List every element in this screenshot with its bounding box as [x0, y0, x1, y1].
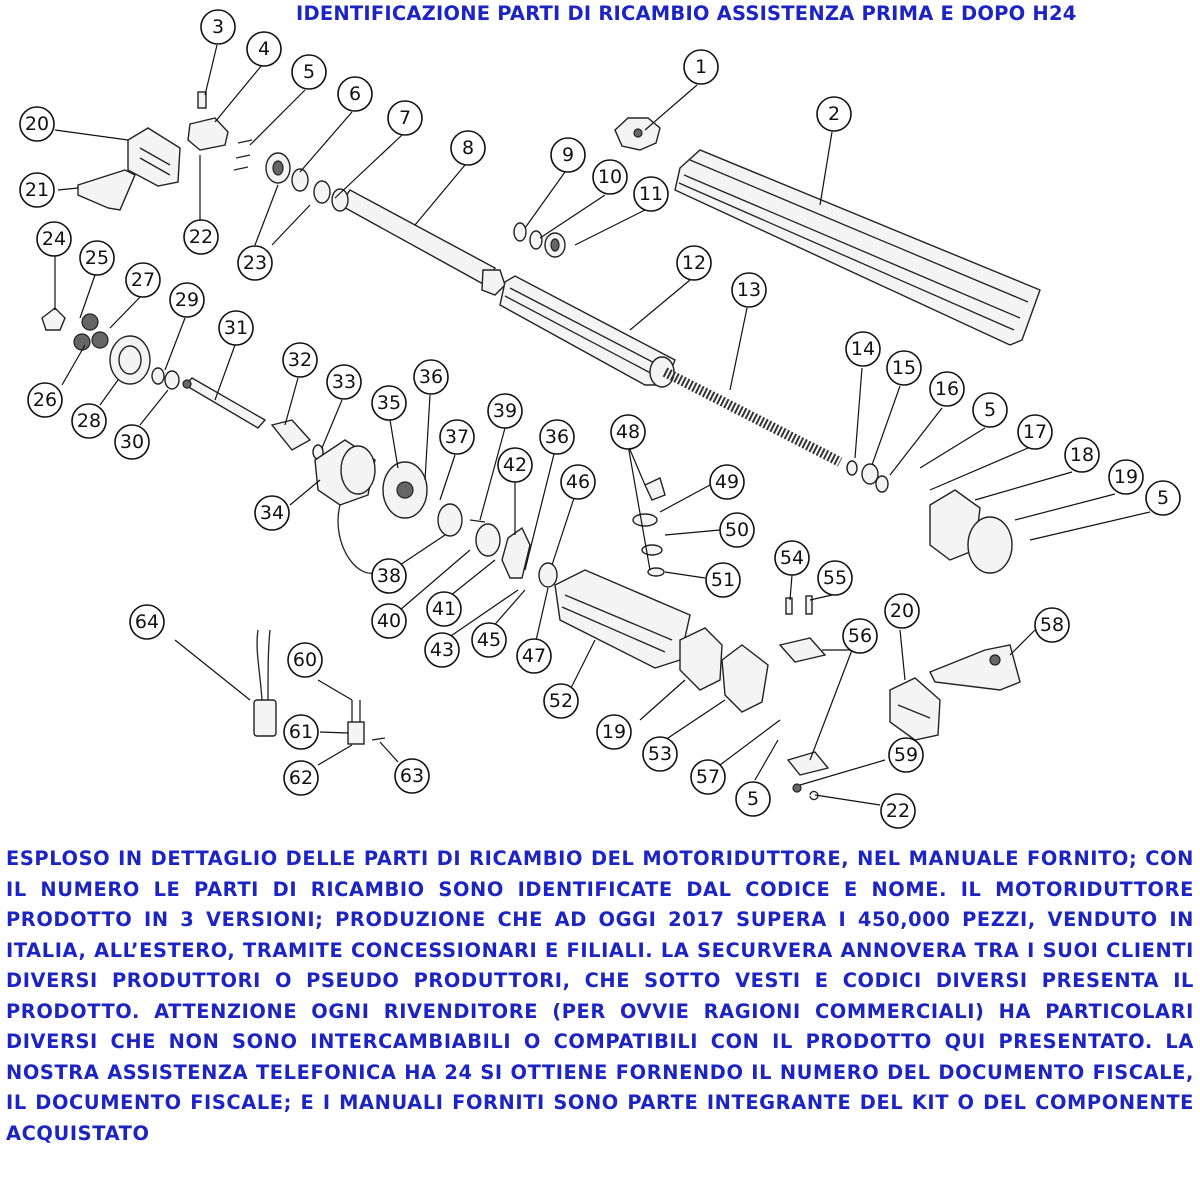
svg-text:5: 5 — [746, 788, 760, 810]
part-21-bracket — [78, 170, 135, 210]
svg-text:6: 6 — [348, 83, 362, 105]
part-58-bracket — [930, 645, 1020, 690]
part-38-41-disk — [438, 504, 500, 556]
svg-text:18: 18 — [1069, 444, 1095, 466]
callout-50 — [720, 513, 754, 547]
callout-61 — [284, 715, 318, 749]
part-46-washer — [539, 563, 557, 587]
svg-text:29: 29 — [174, 289, 200, 311]
svg-text:61: 61 — [288, 721, 314, 743]
callout-32 — [283, 343, 317, 377]
callout-47 — [517, 639, 551, 673]
svg-text:46: 46 — [565, 471, 591, 493]
callout-41 — [427, 592, 461, 626]
part-8-shaft — [340, 190, 505, 295]
callout-13 — [732, 273, 766, 307]
callout-53 — [643, 737, 677, 771]
part-5-screws-top — [234, 140, 252, 170]
svg-text:20: 20 — [889, 600, 915, 622]
callout-14 — [846, 332, 880, 366]
svg-text:39: 39 — [492, 400, 518, 422]
callout-36b — [540, 420, 574, 454]
svg-text:43: 43 — [429, 639, 455, 661]
callout-19b — [597, 715, 631, 749]
callout-31 — [219, 311, 253, 345]
svg-text:32: 32 — [287, 349, 313, 371]
callout-8 — [451, 131, 485, 165]
svg-text:8: 8 — [461, 137, 475, 159]
part-20-cover-top — [128, 128, 180, 186]
callout-40 — [372, 604, 406, 638]
svg-text:13: 13 — [736, 279, 762, 301]
part-6-7-rings — [292, 169, 348, 211]
svg-text:9: 9 — [561, 144, 575, 166]
callout-48 — [611, 415, 645, 449]
callout-52 — [544, 684, 578, 718]
part-54-57-brackets — [780, 596, 828, 775]
part-14-19-end — [847, 461, 1012, 573]
callout-43 — [425, 633, 459, 667]
svg-text:36: 36 — [544, 426, 570, 448]
callout-10 — [593, 160, 627, 194]
callout-60 — [288, 643, 322, 677]
part-13-threaded-rod — [665, 372, 840, 462]
callout-6 — [338, 77, 372, 111]
part-19-gasket-bottom — [680, 628, 722, 690]
svg-text:5: 5 — [302, 61, 316, 83]
svg-text:42: 42 — [502, 454, 528, 476]
part-23-nut — [266, 153, 290, 183]
callout-9 — [551, 138, 585, 172]
callout-20a — [20, 107, 54, 141]
callout-26 — [28, 383, 62, 417]
callout-36a — [414, 360, 448, 394]
svg-text:14: 14 — [850, 338, 876, 360]
callout-5 — [292, 55, 326, 89]
callout-37 — [440, 420, 474, 454]
callout-45 — [472, 623, 506, 657]
svg-text:35: 35 — [376, 392, 402, 414]
svg-text:40: 40 — [376, 610, 402, 632]
svg-text:27: 27 — [130, 269, 156, 291]
callout-16 — [930, 372, 964, 406]
part-3-4-pin — [188, 92, 228, 150]
svg-text:41: 41 — [431, 598, 457, 620]
svg-text:34: 34 — [259, 502, 285, 524]
part-2-profile-tube — [675, 150, 1040, 345]
page-title: IDENTIFICAZIONE PARTI DI RICAMBIO ASSISTENZA PRIMA E DOPO H24 — [296, 2, 1077, 25]
callout-5b — [973, 393, 1007, 427]
part-20-cover-bottom — [890, 678, 940, 740]
callout-64 — [130, 605, 164, 639]
svg-text:22: 22 — [885, 800, 911, 822]
svg-text:15: 15 — [891, 357, 917, 379]
callout-54 — [775, 541, 809, 575]
description-text: ESPLOSO IN DETTAGLIO DELLE PARTI DI RICAMBIO DEL MOTORIDUTTORE, NEL MANUALE FORNITO; CON IL NUMERO LE PARTI DI RICAMBIO SONO IDENTIFICATE DAL CODICE E NOME. IL MOTORIDUTTORE PRODOTTO IN 3 VERSIONI; PRODUZIONE CHE AD OGGI 2017 SUPERA I 450,000 PEZZI, VENDUTO IN ITALIA, ALL’ESTERO, TRAMITE CONCESSIONARI E FILIALI. LA SECURVERA ANNOVERA TRA I SUOI CLIENTI DIVERSI PRODUTTORI O PSEUDO PRODUTTORI, CHE SOTTO VESTI E CODICI DIVERSI PRESENTA IL PRODOTTO. ATTENZIONE OGNI RIVENDITORE (PER OVVIE RAGIONI COMMERCIALI) HA PARTICOLARI DIVERSI CHE NON SONO INTERCAMBIABILI O COMPATIBILI CON IL PRODOTTO QUI PRESENTATO. LA NOSTRA ASSISTENZA TELEFONICA HA 24 SI OTTIENE FORNENDO IL NUMERO DEL DOCUMENTO FISCALE, IL DOCUMENTO FISCALE; E I MANUALI FORNITI SONO PARTE INTEGRANTE DEL KIT O DEL COMPONENTE ACQUISTATO — [6, 847, 1194, 1145]
callout-63 — [395, 759, 429, 793]
svg-text:16: 16 — [934, 378, 960, 400]
part-53-flange — [722, 645, 768, 712]
svg-text:28: 28 — [76, 410, 102, 432]
part-60-63-connector — [348, 700, 385, 744]
callout-49 — [710, 465, 744, 499]
callout-28 — [72, 404, 106, 438]
svg-text:49: 49 — [714, 471, 740, 493]
callout-12 — [677, 246, 711, 280]
svg-text:11: 11 — [638, 183, 664, 205]
svg-text:5: 5 — [983, 399, 997, 421]
svg-text:55: 55 — [822, 567, 848, 589]
svg-text:25: 25 — [84, 247, 110, 269]
svg-text:24: 24 — [41, 228, 67, 250]
part-35-stator — [383, 462, 427, 518]
part-24-28-gears — [42, 308, 150, 384]
part-34-motor — [315, 440, 380, 573]
svg-text:36: 36 — [418, 366, 444, 388]
svg-text:20: 20 — [24, 113, 50, 135]
svg-text:64: 64 — [134, 611, 160, 633]
svg-text:60: 60 — [292, 649, 318, 671]
callout-11 — [634, 177, 668, 211]
svg-text:19: 19 — [601, 721, 627, 743]
svg-text:31: 31 — [223, 317, 249, 339]
svg-text:52: 52 — [548, 690, 574, 712]
callout-34 — [255, 496, 289, 530]
callout-2 — [817, 97, 851, 131]
callout-57 — [691, 760, 725, 794]
callout-18 — [1065, 438, 1099, 472]
callout-4 — [247, 32, 281, 66]
svg-text:48: 48 — [615, 421, 641, 443]
svg-text:56: 56 — [847, 625, 873, 647]
part-42-plate — [502, 528, 530, 578]
callout-23 — [238, 246, 272, 280]
svg-text:38: 38 — [376, 565, 402, 587]
callout-33 — [327, 365, 361, 399]
svg-text:1: 1 — [694, 56, 708, 78]
callout-59 — [889, 738, 923, 772]
svg-text:3: 3 — [211, 16, 225, 38]
callout-42 — [498, 448, 532, 482]
svg-text:30: 30 — [119, 431, 145, 453]
svg-text:26: 26 — [32, 389, 58, 411]
callout-22b — [881, 794, 915, 828]
svg-text:58: 58 — [1039, 614, 1065, 636]
callout-3 — [201, 10, 235, 44]
svg-text:33: 33 — [331, 371, 357, 393]
callout-30 — [115, 425, 149, 459]
svg-text:37: 37 — [444, 426, 470, 448]
callout-27 — [126, 263, 160, 297]
callout-58 — [1035, 608, 1069, 642]
svg-text:59: 59 — [893, 744, 919, 766]
svg-text:19: 19 — [1113, 466, 1139, 488]
part-29-30-washers — [152, 368, 179, 389]
svg-text:23: 23 — [242, 252, 268, 274]
part-31-shaft — [183, 378, 265, 428]
callout-5d — [736, 782, 770, 816]
svg-text:21: 21 — [24, 179, 50, 201]
svg-text:50: 50 — [724, 519, 750, 541]
callout-39 — [488, 394, 522, 428]
part-59-22-small — [793, 784, 818, 800]
svg-text:45: 45 — [476, 629, 502, 651]
callout-55 — [818, 561, 852, 595]
callout-51 — [706, 563, 740, 597]
svg-text:62: 62 — [288, 767, 314, 789]
parts-drawing — [42, 92, 1040, 800]
svg-text:54: 54 — [779, 547, 805, 569]
callout-62 — [284, 761, 318, 795]
callout-21 — [20, 173, 54, 207]
callout-35 — [372, 386, 406, 420]
callout-17 — [1018, 415, 1052, 449]
svg-text:51: 51 — [710, 569, 736, 591]
callout-7 — [388, 101, 422, 135]
callout-1 — [684, 50, 718, 84]
svg-text:22: 22 — [188, 226, 214, 248]
callout-56 — [843, 619, 877, 653]
svg-text:5: 5 — [1156, 487, 1170, 509]
svg-text:63: 63 — [399, 765, 425, 787]
callout-29 — [170, 283, 204, 317]
svg-text:17: 17 — [1022, 421, 1048, 443]
svg-text:4: 4 — [257, 38, 271, 60]
callout-22a — [184, 220, 218, 254]
callout-19a — [1109, 460, 1143, 494]
callout-5c — [1146, 481, 1180, 515]
svg-text:47: 47 — [521, 645, 547, 667]
callout-46 — [561, 465, 595, 499]
svg-text:53: 53 — [647, 743, 673, 765]
callout-20b — [885, 594, 919, 628]
part-52-housing — [555, 570, 690, 668]
part-9-11-rings — [514, 223, 565, 257]
svg-text:2: 2 — [827, 103, 841, 125]
part-12-hex-tube — [500, 276, 675, 387]
callout-38 — [372, 559, 406, 593]
callout-24 — [37, 222, 71, 256]
callout-15 — [887, 351, 921, 385]
part-64-capacitor — [254, 630, 276, 736]
svg-text:7: 7 — [398, 107, 412, 129]
callout-25 — [80, 241, 114, 275]
part-32-33-sleeves — [272, 420, 323, 459]
svg-text:10: 10 — [597, 166, 623, 188]
svg-text:12: 12 — [681, 252, 707, 274]
svg-text:57: 57 — [695, 766, 721, 788]
